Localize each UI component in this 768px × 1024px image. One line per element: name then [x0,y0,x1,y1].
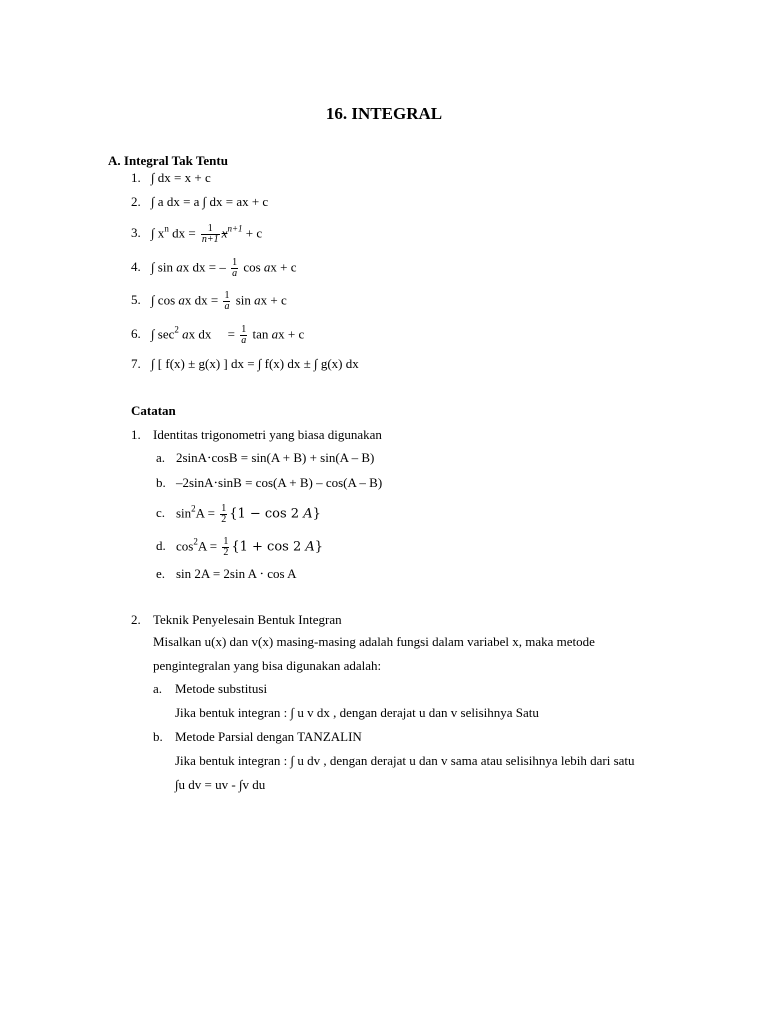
item-letter: e. [156,566,166,581]
variable: a [178,326,189,342]
list-item [156,504,321,525]
list-item [131,356,359,372]
formula-part: ∫ x [151,225,165,241]
variable: a [271,326,279,342]
list-item [156,475,382,491]
list-item [131,224,262,245]
exponent: n+1 [227,223,243,234]
variable: x [221,225,228,241]
variable: A [303,506,313,522]
fraction-numerator: 1 [223,536,229,547]
variable: a [263,259,271,275]
fraction [240,325,247,346]
list-item [131,258,297,279]
formula-part: A = [195,505,219,521]
fraction-numerator: 1 [221,503,227,514]
formula-part: ∫ cos [151,292,179,308]
formula-part: x dx = – [182,259,230,275]
item-letter: a. [153,681,163,696]
list-item [153,729,362,745]
item-letter: b. [156,475,166,490]
item-letter: b. [153,729,163,744]
formula-part: x dx = [188,326,239,342]
fraction [223,291,230,312]
formula-part: x + c [260,292,287,308]
item-number: 2. [131,612,141,627]
fraction-denominator: 2 [223,547,229,558]
paragraph-line: Jika bentuk integran : ∫ u dv , dengan derajat u dan v sama atau selisihnya lebih dari satu [175,753,635,768]
formula-part: dx = [168,225,199,241]
formula: sin 2A = 2sin A ⋅ cos A [176,566,297,581]
fraction [222,537,229,558]
section-a-heading: A. Integral Tak Tentu [108,153,228,168]
fraction-denominator: a [232,268,238,279]
formula-part: A = [197,538,221,554]
formula-part: ∫ sec [151,326,175,342]
item-number: 6. [131,326,141,342]
list-item [153,681,267,697]
list-item [156,537,323,558]
formula-part: } [314,539,324,555]
variable: a [176,259,183,275]
formula-part: {1 − cos 2 [229,506,304,522]
formula: ∫u dv = uv - ∫v du [175,777,266,792]
item-number: 1. [131,170,141,185]
item-label: Metode Parsial dengan TANZALIN [175,729,362,744]
fraction-denominator: 2 [221,514,227,525]
fraction-numerator: 1 [201,224,220,235]
formula-part: x + c [270,259,297,275]
variable: a [178,292,185,308]
formula: –2sinA⋅sinB = cos(A + B) – cos(A – B) [176,475,383,490]
item-label: Teknik Penyelesain Bentuk Integran [153,612,342,627]
formula: ∫ dx = x + c [151,170,211,185]
fraction-denominator: n+1 [201,234,219,245]
variable: A [305,539,315,555]
fraction-denominator: a [224,301,230,312]
item-number: 5. [131,292,141,308]
item-number: 4. [131,259,141,275]
formula-part: x dx = [184,292,222,308]
formula-part: + c [242,225,263,241]
fraction-numerator: 1 [232,257,238,268]
formula: ∫ a dx = a ∫ dx = ax + c [151,194,269,209]
item-letter: a. [156,450,166,465]
item-letter: d. [156,538,166,554]
item-number: 1. [131,427,141,442]
formula-part: x + c [278,326,305,342]
paragraph-line: pengintegralan yang bisa digunakan adalah: [153,658,382,673]
item-number: 2. [131,194,141,209]
list-item [131,325,304,346]
formula-part: cos [240,259,264,275]
catatan-heading: Catatan [131,403,176,418]
item-number: 7. [131,356,141,371]
item-label: Identitas trigonometri yang biasa digunakan [153,427,382,442]
formula-part: } [312,506,321,522]
fraction-denominator: a [241,335,247,346]
fraction-numerator: 1 [241,324,247,335]
formula: 2sinA⋅cosB = sin(A + B) + sin(A – B) [176,450,375,465]
item-label: Metode substitusi [175,681,268,696]
formula-part: sin [176,505,192,521]
item-number: 3. [131,225,141,241]
item-letter: c. [156,505,166,521]
paragraph-line: Misalkan u(x) dan v(x) masing-masing adalah fungsi dalam variabel x, maka metode [153,634,595,649]
formula-part: ∫ sin [151,259,177,275]
list-item [131,170,211,186]
list-item [131,291,287,312]
page-title: 16. INTEGRAL [325,104,443,123]
exponent: 2 [174,324,179,335]
formula-part: cos [176,538,194,554]
list-item [131,612,342,628]
list-item [156,450,374,466]
fraction-numerator: 1 [224,290,230,301]
exponent: n [164,223,169,234]
formula-part: tan [249,326,272,342]
paragraph-line: Jika bentuk integran : ∫ u v dx , dengan derajat u dan v selisihnya Satu [175,705,539,720]
exponent: 2 [191,503,196,514]
fraction [201,224,220,245]
variable: a [254,292,261,308]
exponent: 2 [193,536,198,547]
formula-part: sin [232,292,255,308]
list-item [156,566,297,582]
formula: ∫ [ f(x) ± g(x) ] dx = ∫ f(x) dx ± ∫ g(x) dx [151,356,359,371]
fraction [220,504,227,525]
formula-part: {1 + cos 2 [231,539,306,555]
list-item [131,194,268,210]
list-item [131,427,382,443]
fraction [231,258,238,279]
